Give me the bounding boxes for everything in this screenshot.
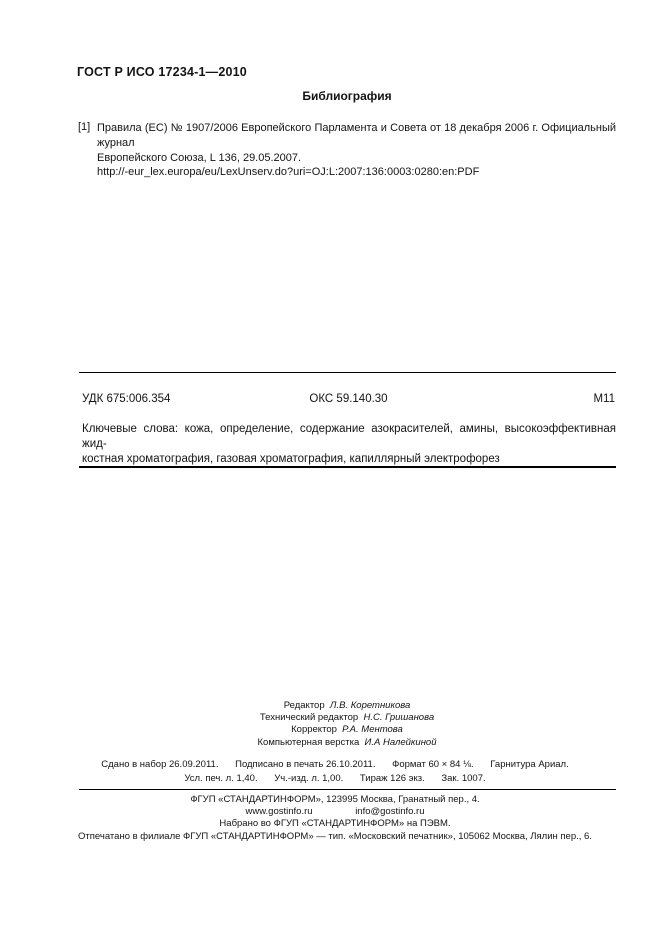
bibliography-entry-line1: Правила (ЕС) № 1907/2006 Европейского Парламента и Совета от 18 декабря 2006 г. Официальный журнал xyxy=(97,122,616,149)
imprint-circulation: Тираж 126 экз. xyxy=(359,772,425,784)
credit-technical-editor xyxy=(79,712,615,724)
publisher-contacts xyxy=(40,806,630,818)
credit-name: Н.С. Гришанова xyxy=(363,712,435,724)
category-code: М11 xyxy=(593,393,615,405)
credit-label: Редактор xyxy=(283,700,325,711)
keywords-paragraph xyxy=(82,422,616,467)
imprint-block xyxy=(40,758,630,785)
document-code: ГОСТ Р ИСО 17234-1—2010 xyxy=(77,65,247,79)
publisher-email: info@gostinfo.ru xyxy=(355,806,425,818)
credit-name: Р.А. Ментова xyxy=(342,724,403,736)
credit-label: Компьютерная верстка xyxy=(257,736,360,748)
publisher-address: ФГУП «СТАНДАРТИНФОРМ», 123995 Москва, Гранатный пер., 4. xyxy=(190,794,480,805)
credit-layout xyxy=(79,737,615,749)
imprint-typeface: Гарнитура Ариал. xyxy=(490,759,569,770)
credit-label: Технический редактор xyxy=(259,712,359,724)
horizontal-rule-top xyxy=(79,372,616,373)
publisher-typeset-note: Набрано во ФГУП «СТАНДАРТИНФОРМ» на ПЭВМ. xyxy=(219,818,451,830)
credit-name: Л.В. Коретникова xyxy=(329,700,411,711)
credit-label: Корректор xyxy=(291,724,337,736)
bibliography-url: http://-eur_lex.europa/eu/LexUnserv.do?uri=OJ:L:2007:136:0003:0280:en:PDF xyxy=(97,166,480,179)
imprint-printed-sheets: Усл. печ. л. 1,40. xyxy=(184,772,258,784)
credit-editor xyxy=(79,700,615,712)
imprint-typeset-date: Сдано в набор 26.09.2011. xyxy=(101,759,219,770)
imprint-line1 xyxy=(40,758,630,772)
classification-row xyxy=(82,393,615,405)
udk-code: УДК 675:006.354 xyxy=(82,393,171,405)
bibliography-ref-marker: [1] xyxy=(78,121,91,133)
keywords-line1: Ключевые слова: кожа, определение, содержание азокрасителей, амины, высокоэффективная жид- xyxy=(82,423,616,450)
publisher-website: www.gostinfo.ru xyxy=(245,806,313,818)
credits-block xyxy=(79,700,615,749)
horizontal-rule-middle xyxy=(79,466,616,468)
keywords-line2: костная хроматография, газовая хроматография, капиллярный электрофорез xyxy=(82,453,500,465)
credit-name: И.А Налейкиной xyxy=(364,736,437,748)
imprint-print-date: Подписано в печать 26.10.2011. xyxy=(235,759,376,770)
imprint-order-number: Зак. 1007. xyxy=(441,772,486,784)
bibliography-entry-line2: Европейского Союза, L 136, 29.05.2007. xyxy=(97,151,302,164)
imprint-publisher-sheets: Уч.-изд. л. 1,00. xyxy=(274,772,344,784)
horizontal-rule-bottom xyxy=(79,789,616,790)
imprint-format: Формат 60 × 84 ⅛. xyxy=(392,759,474,770)
credit-corrector xyxy=(79,724,615,736)
publisher-block xyxy=(40,794,630,843)
publisher-printed-note: Отпечатано в филиале ФГУП «СТАНДАРТИНФОРМ» — тип. «Московский печатник», 105062 Москва, Лялин пер., 6. xyxy=(78,830,592,842)
oks-code: ОКС 59.140.30 xyxy=(309,393,388,405)
bibliography-entry xyxy=(97,121,616,180)
section-title: Библиография xyxy=(302,89,392,103)
imprint-line2 xyxy=(40,772,630,786)
